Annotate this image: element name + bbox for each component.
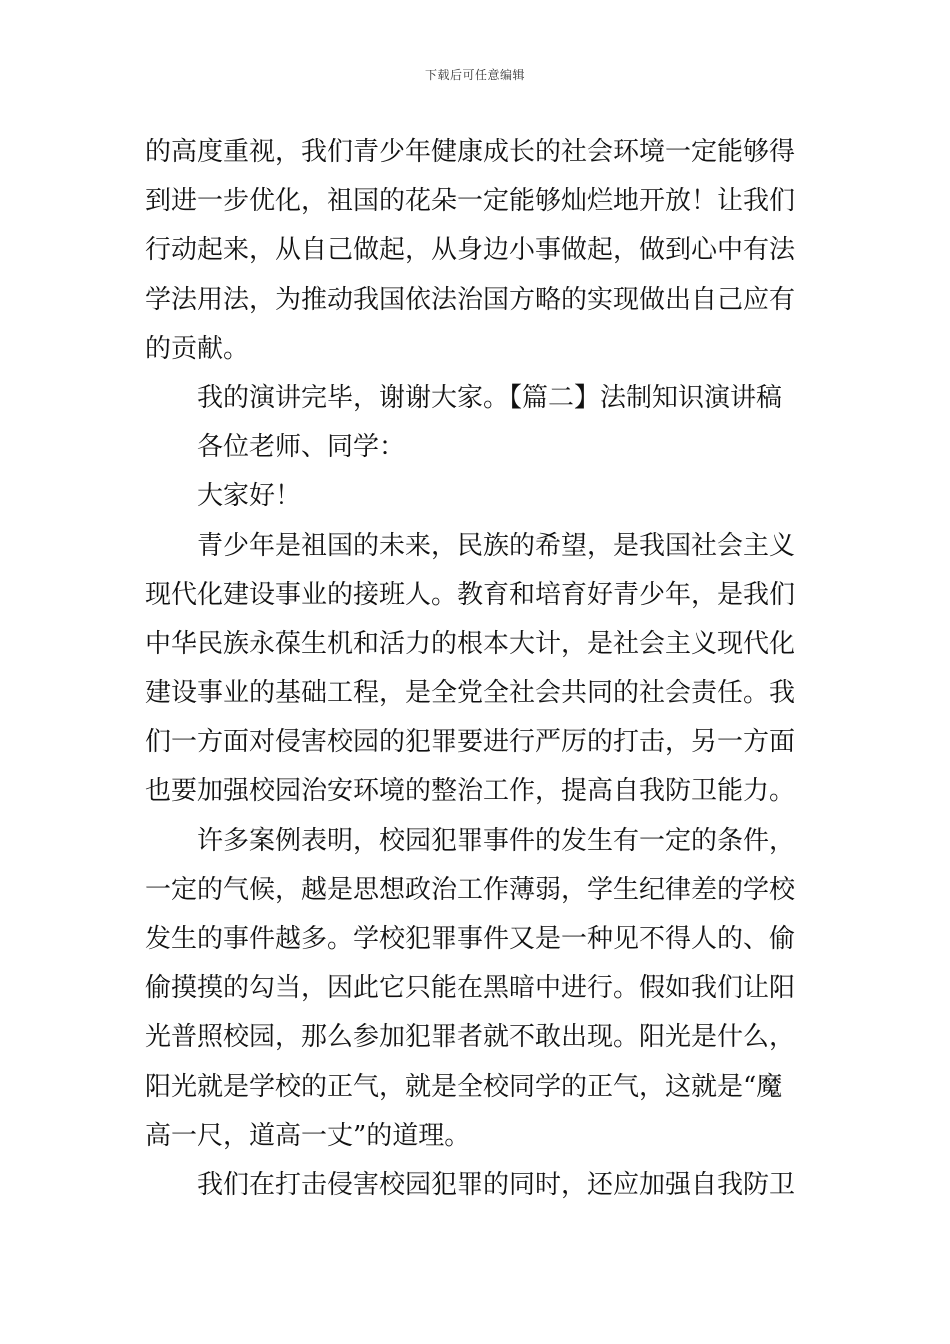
text-line: 大家好！ [197, 481, 302, 512]
text-line: 到进一步优化，祖国的花朵一定能够灿烂地开放！让我们 [145, 186, 796, 217]
text-line: 我的演讲完毕，谢谢大家。【篇二】法制知识演讲稿 [197, 382, 783, 413]
text-line: 光普照校园，那么参加犯罪者就不敢出现。阳光是什么， [145, 1022, 796, 1053]
text-line: 一定的气候，越是思想政治工作薄弱，学生纪律差的学校 [145, 874, 796, 905]
text-line: 中华民族永葆生机和活力的根本大计，是社会主义现代化 [145, 628, 796, 659]
text-line: 们一方面对侵害校园的犯罪要进行严厉的打击，另一方面 [145, 727, 796, 758]
text-line: 的贡献。 [145, 333, 250, 364]
text-line: 许多案例表明，校园犯罪事件的发生有一定的条件， [197, 825, 796, 856]
body-text [145, 128, 810, 1210]
text-line: 各位老师、同学： [197, 432, 406, 463]
text-line: 现代化建设事业的接班人。教育和培育好青少年，是我们 [145, 579, 796, 610]
text-line: 青少年是祖国的未来，民族的希望，是我国社会主义 [197, 530, 796, 561]
text-line: 的高度重视，我们青少年健康成长的社会环境一定能够得 [145, 137, 796, 167]
text-line: 也要加强校园治安环境的整治工作，提高自我防卫能力。 [145, 776, 796, 807]
text-line: 学法用法，为推动我国依法治国方略的实现做出自己应有 [145, 284, 796, 315]
header-note: 下载后可任意编辑 [424, 68, 525, 82]
text-line: 我们在打击侵害校园犯罪的同时，还应加强自我防卫 [197, 1169, 796, 1200]
text-line: 行动起来，从自己做起，从身边小事做起，做到心中有法 [145, 235, 796, 266]
text-line: 高一尺，道高一丈”的道理。 [145, 1120, 471, 1151]
text-line: 建设事业的基础工程，是全党全社会共同的社会责任。我 [145, 678, 796, 709]
text-line: 偷摸摸的勾当，因此它只能在黑暗中进行。假如我们让阳 [145, 973, 796, 1004]
text-line: 阳光就是学校的正气，就是全校同学的正气，这就是“魔 [145, 1071, 783, 1102]
text-line: 发生的事件越多。学校犯罪事件又是一种见不得人的、偷 [145, 924, 796, 954]
